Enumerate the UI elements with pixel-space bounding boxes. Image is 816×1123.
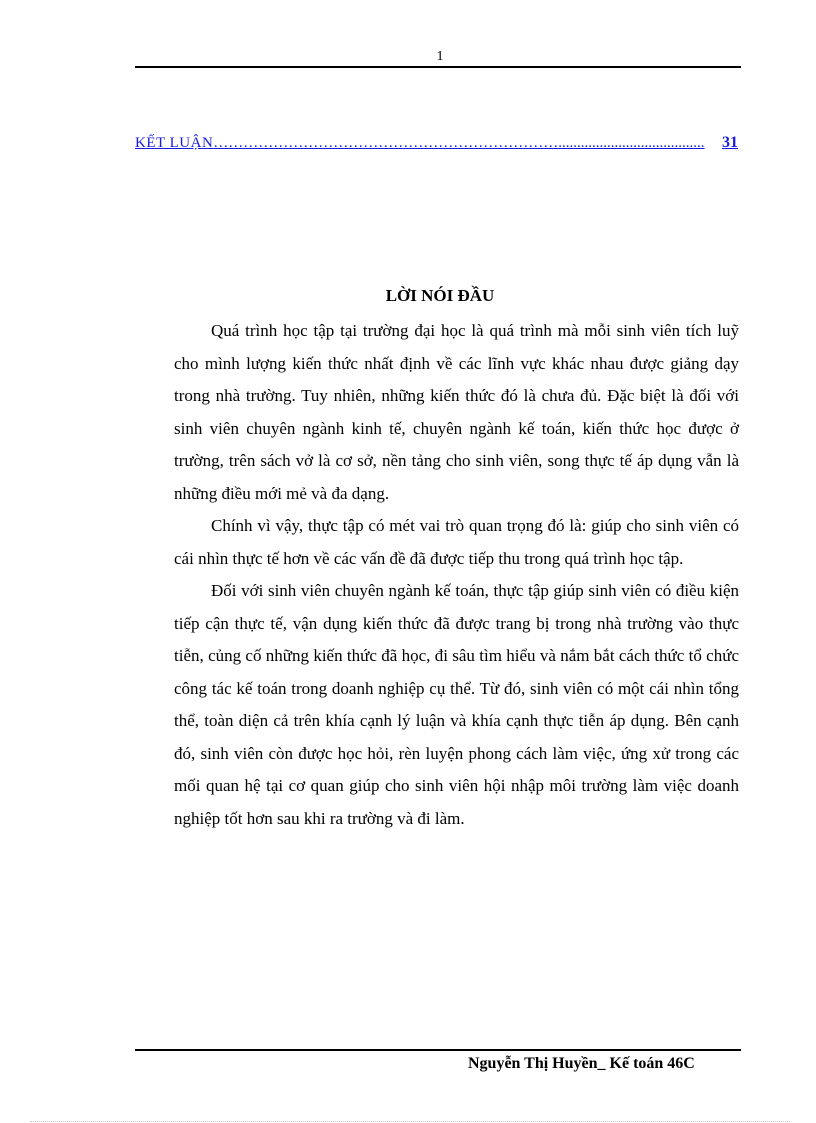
- page-bottom-border: [30, 1121, 790, 1122]
- body-text: [174, 315, 739, 835]
- toc-entry-title[interactable]: KẾT LUẬN: [135, 135, 214, 151]
- footer-author: Nguyễn Thị Huyền_ Kế toán 46C: [468, 1055, 695, 1072]
- toc-entry-page-number[interactable]: 31: [722, 134, 738, 151]
- page-number: 1: [436, 49, 444, 64]
- footer-divider: [135, 1049, 741, 1051]
- paragraph-2: Chính vì vậy, thực tập có mét vai trò quan trọng đó là: giúp cho sinh viên có cái nhìn thực tế hơn về các vấn đề đã được tiếp thu trong quá trình học tập.: [174, 516, 739, 568]
- header-divider: [135, 66, 741, 68]
- toc-entry-leader: …………………………………………………………….......................................: [213, 135, 705, 151]
- paragraph-3: Đối với sinh viên chuyên ngành kế toán, thực tập giúp sinh viên có điều kiện tiếp cận thực tế, vận dụng kiến thức đã được trang bị trong nhà trường vào thực tiễn, củng cố những kiến thức đã học, đi sâu tìm hiểu và nắm bắt cách thức tổ chức công tác kế toán trong doanh nghiệp cụ thể. Từ đó, sinh viên có một cái nhìn tổng thể, toàn diện cả trên khía cạnh lý luận và khía cạnh thực tiễn áp dụng. Bên cạnh đó, sinh viên còn được học hỏi, rèn luyện phong cách làm việc, ứng xử trong các mối quan hệ tại cơ quan giúp cho sinh viên hội nhập môi trường làm việc doanh nghiệp tốt hơn sau khi ra trường và đi làm.: [174, 581, 739, 828]
- toc-entry-ket-luan[interactable]: [135, 134, 738, 152]
- paragraph-1: Quá trình học tập tại trường đại học là quá trình mà mỗi sinh viên tích luỹ cho mình lượng kiến thức nhất định về các lĩnh vực khác nhau được giảng dạy trong nhà trường. Tuy nhiên, những kiến thức đó là chưa đủ. Đặc biệt là đối với sinh viên chuyên ngành kinh tế, chuyên ngành kế toán, kiến thức học được ở trường, trên sách vở là cơ sở, nền tảng cho sinh viên, song thực tế áp dụng vẫn là những điều mới mẻ và đa dạng.: [174, 321, 739, 503]
- section-heading: LỜI NÓI ĐẦU: [385, 286, 495, 305]
